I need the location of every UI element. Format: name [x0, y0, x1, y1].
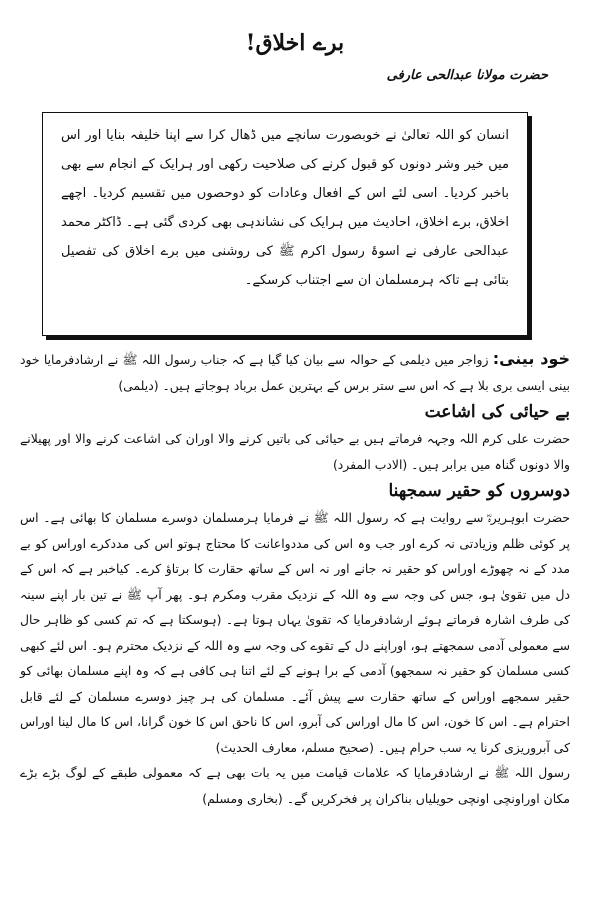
section-self-admiration: [20, 346, 570, 398]
article-body: [20, 346, 570, 811]
author-line: حضرت مولانا عبدالحی عارفی: [386, 68, 548, 83]
section-heading-contempt: دوسروں کو حقیر سمجھنا: [388, 481, 570, 501]
section-text-self-admiration: زواجر میں دیلمی کے حوالہ سے بیان کیا گیا ہے کہ جناب رسول اللہ ﷺ نے ارشادفرمایا خود بینی ایسی بری بلا ہے کہ اس سے ستر برس کے بہترین عمل برباد ہوجاتے ہیں۔ (دیلمی): [20, 352, 570, 393]
section-text-contempt-2: رسول اللہ ﷺ نے ارشادفرمایا کہ علامات قیامت میں یہ بات بھی ہے کہ معمولی طبقے کے لوگ بڑے بڑے مکان اوراونچی اونچی حویلیاں بناکران پر فخرکریں گے۔ (بخاری ومسلم): [20, 765, 570, 806]
page-title: برے اخلاق!: [245, 30, 345, 56]
section-text-indecency: حضرت علی کرم اللہ وجہہ فرماتے ہیں بے حیائی کی باتیں کرنے والا اوران کی اشاعت کرنے والا اور پھیلانے والا دونوں گناہ میں برابر ہیں۔ (الادب المفرد): [20, 431, 570, 472]
section-text-contempt: حضرت ابوہریرہؓ سے روایت ہے کہ رسول اللہ ﷺ نے فرمایا ہرمسلمان دوسرے مسلمان کا بھائی ہے۔ اس پر کوئی ظلم وزیادتی نہ کرے اور جب وہ اس کی مددواعانت کا محتاج ہوتو اس کی مددکرے اوراس کو بے مدد کے نہ چھوڑے اوراس کو حقیر نہ جانے اور نہ اس کے ساتھ حقارت کا برتاؤ کرے۔ کیاخبر ہے کہ اس کے دل میں تقویٰ ہو، جس کی وجہ سے وہ اللہ کے نزدیک مقرب ومکرم ہو۔ پھر آپ ﷺ نے تین بار اپنے سینہ کی طرف اشارہ فرماتے ہوئے ارشادفرمایا کہ تقویٰ یہاں ہوتا ہے۔ (ہوسکتا ہے کہ تم کسی کو ظاہر حال سے معمولی آدمی سمجھتے ہو، اوراپنے دل کے تقوے کی وجہ سے وہ اللہ کے نزدیک محترم ہو۔ اس لئے کبھی کسی مسلمان کو حقیر نہ سمجھو) آدمی کے برا ہونے کے لئے اتنا ہی کافی ہے کہ وہ اپنے مسلمان بھائی کو حقیر سمجھے اوراس کے ساتھ حقارت سے پیش آئے۔ مسلمان کی ہر چیز دوسرے مسلمان کے لئے قابل احترام ہے۔ اس کا خون، اس کا مال اوراس کی آبرو، اس کا ناحق اس کا خون گرانا، اس کا مال لینا اوراس کی آبروریزی کرنا یہ سب حرام ہیں۔ (صحیح مسلم، معارف الحدیث): [20, 510, 570, 755]
intro-box: [42, 112, 528, 336]
intro-text: انسان کو اللہ تعالیٰ نے خوبصورت سانچے میں ڈھال کرا سے اپنا خلیفہ بنایا اور اس میں خیر وشر دونوں کو قبول کرنے کی صلاحیت رکھی اور ہرایک کے انجام سے بھی باخبر کردیا۔ اسی لئے اس کے افعال وعادات کو دوحصوں میں تقسیم کردیا۔ اچھے اخلاق، برے اخلاق، احادیث میں ہرایک کی نشاندہی بھی کردی گئی ہے۔ ڈاکٹر محمد عبدالحی عارفی نے اسوۂ رسول اکرم ﷺ کی روشنی میں برے اخلاق کی تفصیل بتائی ہے تاکہ ہرمسلمان ان سے اجتناب کرسکے۔: [61, 128, 509, 288]
section-heading-indecency: بے حیائی کی اشاعت: [424, 402, 570, 422]
section-heading-self-admiration: خود بینی:: [492, 349, 571, 368]
